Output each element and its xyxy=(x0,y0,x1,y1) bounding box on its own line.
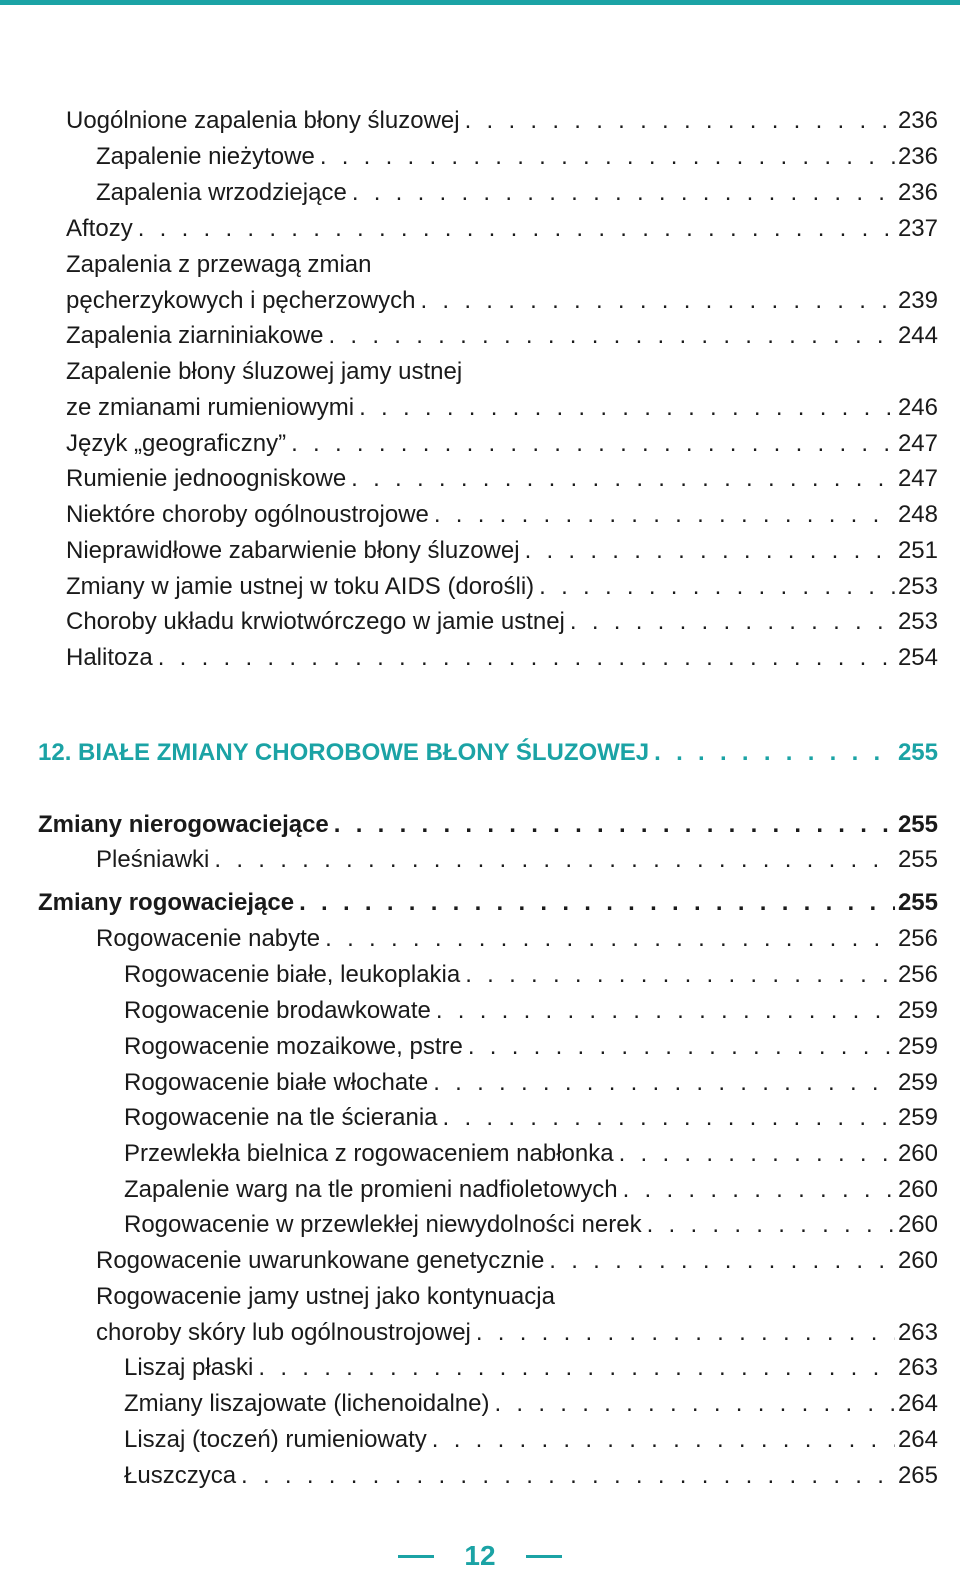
toc-entry-title: Rogowacenie brodawkowate xyxy=(124,997,431,1024)
leader-dots xyxy=(354,390,895,426)
toc-entry-title: Zmiany liszajowate (lichenoidalne) xyxy=(124,1390,490,1417)
toc-entry-title: Liszaj (toczeń) rumieniowaty xyxy=(124,1426,427,1453)
toc-entry[interactable] xyxy=(66,318,938,354)
leader-dots xyxy=(286,426,895,462)
toc-entry-title: Rogowacenie białe, leukoplakia xyxy=(124,961,461,988)
toc-entry-title: Rogowacenie w przewlekłej niewydolności nerek xyxy=(124,1211,642,1238)
leader-dots xyxy=(460,957,895,993)
toc-entry-title: Język „geograficzny” xyxy=(66,430,287,457)
toc-entry[interactable] xyxy=(96,1243,938,1279)
toc-entry-title: Zapalenia ziarniniakowe xyxy=(66,322,324,349)
toc-entry[interactable] xyxy=(66,283,938,319)
toc-entry[interactable] xyxy=(124,1065,938,1101)
toc-entry-page: 255 xyxy=(897,846,938,873)
toc-entry-page: 247 xyxy=(897,430,938,457)
toc-entry-page: 264 xyxy=(897,1426,938,1453)
toc-entry[interactable] xyxy=(124,993,938,1029)
leader-dots xyxy=(428,1065,895,1101)
toc-entry-page: 256 xyxy=(897,925,938,952)
toc-entry-page: 264 xyxy=(897,1390,938,1417)
toc-entry-title: Zapalenie warg na tle promieni nadfioletowych xyxy=(124,1176,618,1203)
toc-entry-title: Halitoza xyxy=(66,644,153,671)
toc-entry-title: Rumienie jednoogniskowe xyxy=(66,465,347,492)
toc-entry-continued[interactable] xyxy=(66,354,938,390)
toc-entry-title: Łuszczyca xyxy=(124,1462,237,1489)
toc-entry-title: Liszaj płaski xyxy=(124,1354,254,1381)
leader-dots xyxy=(153,640,895,676)
leader-dots xyxy=(347,175,895,211)
leader-dots xyxy=(649,735,895,771)
leader-dots xyxy=(614,1136,895,1172)
leader-dots xyxy=(329,807,895,843)
chapter-title: 12. BIAŁE ZMIANY CHOROBOWE BŁONY ŚLUZOWEJ xyxy=(38,739,650,766)
toc-entry-title: Rogowacenie na tle ścierania xyxy=(124,1104,438,1131)
toc-entry-page: 260 xyxy=(897,1211,938,1238)
toc-entry-title: ze zmianami rumieniowymi xyxy=(66,394,355,421)
toc-entry-title: Zapalenia z przewagą zmian xyxy=(66,251,372,278)
toc-entry[interactable] xyxy=(66,640,938,676)
toc-entry[interactable] xyxy=(124,1029,938,1065)
toc-entry[interactable] xyxy=(96,842,938,878)
toc-entry-page: 244 xyxy=(897,322,938,349)
leader-dots xyxy=(429,497,895,533)
toc-entry-page: 236 xyxy=(897,107,938,134)
footer-dash-left xyxy=(398,1555,434,1558)
toc-entry[interactable] xyxy=(66,461,938,497)
toc-entry-title: Rogowacenie jamy ustnej jako kontynuacja xyxy=(96,1283,555,1310)
section-heading[interactable] xyxy=(38,807,938,843)
section-page: 255 xyxy=(897,811,938,838)
toc-entry-title: Zmiany w jamie ustnej w toku AIDS (dorośli) xyxy=(66,573,535,600)
toc-entry-page: 259 xyxy=(897,1033,938,1060)
leader-dots xyxy=(253,1350,895,1386)
toc-entry[interactable] xyxy=(96,1315,938,1351)
toc-entry[interactable] xyxy=(66,211,938,247)
footer-dash-right xyxy=(526,1555,562,1558)
leader-dots xyxy=(520,533,895,569)
toc-entry-page: 259 xyxy=(897,997,938,1024)
toc-entry-title: Rogowacenie mozaikowe, pstre xyxy=(124,1033,463,1060)
leader-dots xyxy=(323,318,894,354)
section-heading[interactable] xyxy=(38,885,938,921)
leader-dots xyxy=(471,1315,895,1351)
toc-entry-title: choroby skóry lub ogólnoustrojowej xyxy=(96,1319,471,1346)
toc-entry[interactable] xyxy=(66,533,938,569)
leader-dots xyxy=(438,1100,895,1136)
toc-entry-title: Zapalenie nieżytowe xyxy=(96,143,315,170)
toc-entry-title: Aftozy xyxy=(66,215,133,242)
toc-entry[interactable] xyxy=(124,1458,938,1494)
toc-entry[interactable] xyxy=(124,1207,938,1243)
toc-entry[interactable] xyxy=(124,1350,938,1386)
toc-entry-page: 259 xyxy=(897,1104,938,1131)
toc-entry-page: 248 xyxy=(897,501,938,528)
leader-dots xyxy=(133,211,895,247)
toc-entry-page: 260 xyxy=(897,1140,938,1167)
toc-entry[interactable] xyxy=(66,426,938,462)
toc-entry-title: Niektóre choroby ogólnoustrojowe xyxy=(66,501,429,528)
chapter-heading[interactable] xyxy=(38,735,938,771)
leader-dots xyxy=(236,1458,895,1494)
leader-dots xyxy=(427,1422,895,1458)
toc-entry[interactable] xyxy=(66,569,938,605)
toc-entry-page: 260 xyxy=(897,1247,938,1274)
toc-entry-title: Pleśniawki xyxy=(96,846,210,873)
toc-entry-title: pęcherzykowych i pęcherzowych xyxy=(66,287,416,314)
toc-entry-continued[interactable] xyxy=(96,1279,938,1315)
toc-entry[interactable] xyxy=(124,957,938,993)
toc-entry-page: 247 xyxy=(897,465,938,492)
toc-entry-page: 253 xyxy=(897,608,938,635)
toc-entry-page: 259 xyxy=(897,1069,938,1096)
leader-dots xyxy=(490,1386,895,1422)
toc-entry[interactable] xyxy=(66,103,938,139)
leader-dots xyxy=(209,842,895,878)
section-title: Zmiany nierogowaciejące xyxy=(38,811,329,838)
leader-dots xyxy=(416,283,895,319)
toc-entry-page: 256 xyxy=(897,961,938,988)
toc-entry-page: 236 xyxy=(897,179,938,206)
toc-entry[interactable] xyxy=(124,1100,938,1136)
toc-entry[interactable] xyxy=(96,921,938,957)
toc-entry-page: 260 xyxy=(897,1176,938,1203)
leader-dots xyxy=(315,139,895,175)
toc-entry[interactable] xyxy=(124,1422,938,1458)
toc-entry-page: 236 xyxy=(897,143,938,170)
toc-entry-title: Zapalenie błony śluzowej jamy ustnej xyxy=(66,358,463,385)
leader-dots xyxy=(565,604,895,640)
page-number: 12 xyxy=(464,1540,496,1571)
chapter-page: 255 xyxy=(897,739,938,766)
toc-entry-page: 263 xyxy=(897,1354,938,1381)
toc-entry[interactable] xyxy=(66,497,938,533)
toc-entry-page: 239 xyxy=(897,287,938,314)
toc-entry-title: Rogowacenie nabyte xyxy=(96,925,321,952)
toc-entry-title: Uogólnione zapalenia błony śluzowej xyxy=(66,107,460,134)
leader-dots xyxy=(346,461,895,497)
toc-entry[interactable] xyxy=(96,139,938,175)
toc-entry-page: 263 xyxy=(897,1319,938,1346)
toc-entry[interactable] xyxy=(124,1386,938,1422)
leader-dots xyxy=(534,569,895,605)
toc-entry-page: 246 xyxy=(897,394,938,421)
toc-entry[interactable] xyxy=(124,1172,938,1208)
toc-entry-title: Choroby układu krwiotwórczego w jamie ustnej xyxy=(66,608,565,635)
section-page: 255 xyxy=(897,889,938,916)
leader-dots xyxy=(642,1207,895,1243)
page-footer xyxy=(0,1538,960,1574)
toc-entry[interactable] xyxy=(124,1136,938,1172)
toc-entry-page: 254 xyxy=(897,644,938,671)
leader-dots xyxy=(460,103,895,139)
leader-dots xyxy=(544,1243,895,1279)
leader-dots xyxy=(431,993,895,1029)
leader-dots xyxy=(320,921,895,957)
leader-dots xyxy=(618,1172,895,1208)
toc-entry-title: Przewlekła bielnica z rogowaceniem nabłonka xyxy=(124,1140,614,1167)
leader-dots xyxy=(294,885,895,921)
toc-entry-title: Rogowacenie uwarunkowane genetycznie xyxy=(96,1247,545,1274)
toc-entry[interactable] xyxy=(66,390,938,426)
leader-dots xyxy=(463,1029,895,1065)
section-title: Zmiany rogowaciejące xyxy=(38,889,295,916)
toc-entry-continued[interactable] xyxy=(66,247,938,283)
toc-entry-page: 237 xyxy=(897,215,938,242)
toc-entry[interactable] xyxy=(66,604,938,640)
toc-entry-page: 253 xyxy=(897,573,938,600)
toc-entry-page: 251 xyxy=(897,537,938,564)
toc-entry-page: 265 xyxy=(897,1462,938,1489)
toc-entry[interactable] xyxy=(96,175,938,211)
toc-entry-title: Rogowacenie białe włochate xyxy=(124,1069,429,1096)
toc-entry-title: Nieprawidłowe zabarwienie błony śluzowej xyxy=(66,537,520,564)
toc-entry-title: Zapalenia wrzodziejące xyxy=(96,179,347,206)
